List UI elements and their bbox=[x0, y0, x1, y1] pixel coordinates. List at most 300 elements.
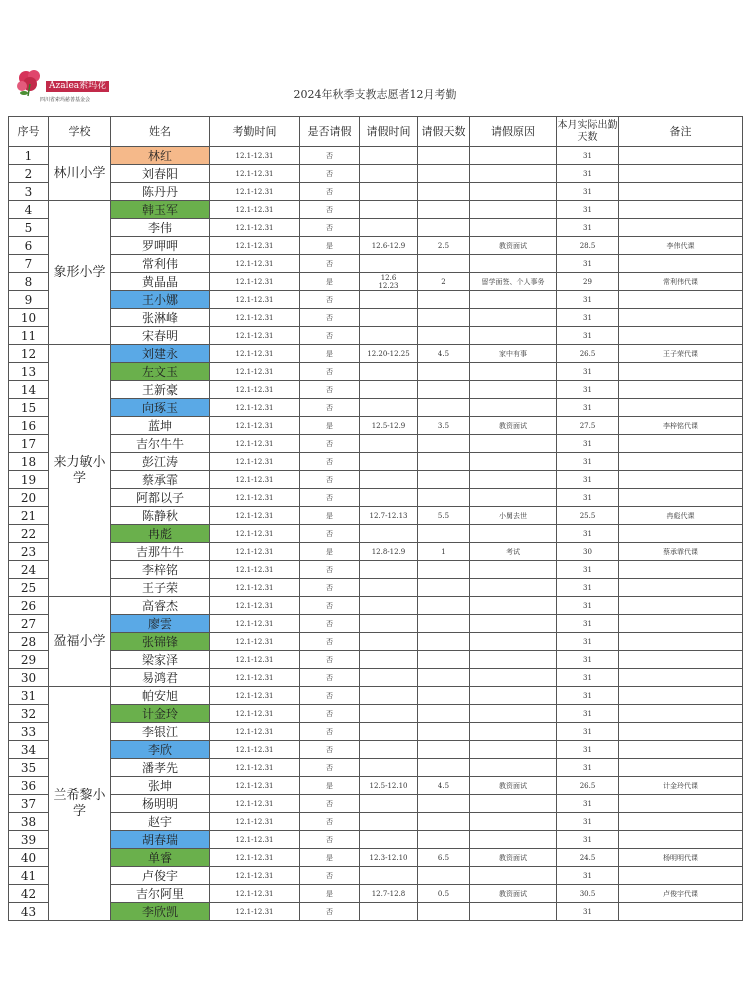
cell-leave-reason bbox=[470, 327, 557, 345]
cell-attendance-time: 12.1-12.31 bbox=[210, 237, 300, 255]
cell-leave-days bbox=[418, 687, 470, 705]
table-row bbox=[9, 417, 743, 435]
cell-name: 李欣凯 bbox=[111, 903, 210, 921]
cell-no: 24 bbox=[9, 561, 49, 579]
cell-no: 32 bbox=[9, 705, 49, 723]
cell-note bbox=[619, 255, 743, 273]
header-attendance-time: 考勤时间 bbox=[210, 117, 300, 147]
cell-leave-days bbox=[418, 597, 470, 615]
cell-actual-days: 28.5 bbox=[557, 237, 619, 255]
cell-no: 19 bbox=[9, 471, 49, 489]
cell-actual-days: 31 bbox=[557, 489, 619, 507]
cell-attendance-time: 12.1-12.31 bbox=[210, 453, 300, 471]
header-leave: 是否请假 bbox=[300, 117, 360, 147]
cell-note bbox=[619, 201, 743, 219]
cell-leave-days bbox=[418, 759, 470, 777]
logo-text: Azalea索玛花 bbox=[46, 81, 109, 92]
cell-leave-days bbox=[418, 453, 470, 471]
cell-no: 33 bbox=[9, 723, 49, 741]
cell-no: 22 bbox=[9, 525, 49, 543]
cell-name: 张淋峰 bbox=[111, 309, 210, 327]
cell-note bbox=[619, 597, 743, 615]
cell-leave: 否 bbox=[300, 867, 360, 885]
header-school: 学校 bbox=[49, 117, 111, 147]
cell-leave: 是 bbox=[300, 345, 360, 363]
cell-leave-period bbox=[360, 813, 418, 831]
cell-note bbox=[619, 579, 743, 597]
cell-leave-period bbox=[360, 219, 418, 237]
cell-leave-reason bbox=[470, 705, 557, 723]
cell-no: 20 bbox=[9, 489, 49, 507]
table-row bbox=[9, 813, 743, 831]
cell-leave: 否 bbox=[300, 363, 360, 381]
cell-note bbox=[619, 741, 743, 759]
cell-note bbox=[619, 399, 743, 417]
cell-leave: 否 bbox=[300, 903, 360, 921]
cell-leave-reason bbox=[470, 561, 557, 579]
cell-attendance-time: 12.1-12.31 bbox=[210, 507, 300, 525]
cell-note bbox=[619, 363, 743, 381]
cell-leave-period bbox=[360, 687, 418, 705]
cell-leave: 否 bbox=[300, 147, 360, 165]
cell-note: 李伟代课 bbox=[619, 237, 743, 255]
cell-actual-days: 31 bbox=[557, 183, 619, 201]
cell-name: 帕安旭 bbox=[111, 687, 210, 705]
cell-note bbox=[619, 309, 743, 327]
cell-leave-days bbox=[418, 363, 470, 381]
cell-actual-days: 25.5 bbox=[557, 507, 619, 525]
table-row bbox=[9, 309, 743, 327]
cell-leave-reason: 留学面签、个人事务 bbox=[470, 273, 557, 291]
header-row bbox=[9, 117, 743, 147]
cell-leave-days bbox=[418, 903, 470, 921]
table-body bbox=[9, 147, 743, 921]
table-row bbox=[9, 903, 743, 921]
cell-name: 林红 bbox=[111, 147, 210, 165]
cell-note bbox=[619, 165, 743, 183]
table-row bbox=[9, 795, 743, 813]
cell-attendance-time: 12.1-12.31 bbox=[210, 471, 300, 489]
cell-attendance-time: 12.1-12.31 bbox=[210, 219, 300, 237]
table-row bbox=[9, 273, 743, 291]
cell-leave-period: 12.8-12.9 bbox=[360, 543, 418, 561]
cell-leave-reason bbox=[470, 597, 557, 615]
cell-name: 常利伟 bbox=[111, 255, 210, 273]
attendance-table bbox=[8, 116, 743, 921]
cell-note bbox=[619, 291, 743, 309]
cell-note: 李梓铭代课 bbox=[619, 417, 743, 435]
cell-leave-days bbox=[418, 165, 470, 183]
cell-leave-days bbox=[418, 147, 470, 165]
table-row bbox=[9, 201, 743, 219]
table-row bbox=[9, 777, 743, 795]
cell-leave-reason bbox=[470, 255, 557, 273]
cell-leave: 是 bbox=[300, 507, 360, 525]
cell-note bbox=[619, 219, 743, 237]
table-row bbox=[9, 291, 743, 309]
cell-name: 蓝坤 bbox=[111, 417, 210, 435]
cell-note bbox=[619, 831, 743, 849]
cell-name: 彭江涛 bbox=[111, 453, 210, 471]
cell-leave-days bbox=[418, 723, 470, 741]
cell-leave-reason bbox=[470, 363, 557, 381]
cell-no: 1 bbox=[9, 147, 49, 165]
cell-no: 43 bbox=[9, 903, 49, 921]
cell-leave-period bbox=[360, 597, 418, 615]
cell-attendance-time: 12.1-12.31 bbox=[210, 795, 300, 813]
cell-leave-days: 2 bbox=[418, 273, 470, 291]
cell-leave: 否 bbox=[300, 399, 360, 417]
cell-note bbox=[619, 903, 743, 921]
table-row bbox=[9, 489, 743, 507]
cell-no: 34 bbox=[9, 741, 49, 759]
cell-leave-days: 4.5 bbox=[418, 777, 470, 795]
cell-leave-reason bbox=[470, 471, 557, 489]
cell-actual-days: 27.5 bbox=[557, 417, 619, 435]
cell-note bbox=[619, 633, 743, 651]
cell-name: 单睿 bbox=[111, 849, 210, 867]
cell-leave: 否 bbox=[300, 633, 360, 651]
cell-leave-reason: 教资面试 bbox=[470, 777, 557, 795]
table-row bbox=[9, 543, 743, 561]
cell-leave-reason bbox=[470, 687, 557, 705]
cell-actual-days: 31 bbox=[557, 399, 619, 417]
cell-leave-reason: 家中有事 bbox=[470, 345, 557, 363]
cell-attendance-time: 12.1-12.31 bbox=[210, 561, 300, 579]
cell-leave: 否 bbox=[300, 561, 360, 579]
cell-name: 向琢玉 bbox=[111, 399, 210, 417]
table-row bbox=[9, 147, 743, 165]
cell-leave-days bbox=[418, 309, 470, 327]
cell-attendance-time: 12.1-12.31 bbox=[210, 309, 300, 327]
cell-no: 30 bbox=[9, 669, 49, 687]
cell-attendance-time: 12.1-12.31 bbox=[210, 831, 300, 849]
cell-actual-days: 31 bbox=[557, 525, 619, 543]
cell-leave-days bbox=[418, 615, 470, 633]
cell-leave-reason bbox=[470, 831, 557, 849]
cell-note bbox=[619, 669, 743, 687]
cell-school: 盈福小学 bbox=[49, 597, 111, 687]
cell-actual-days: 31 bbox=[557, 579, 619, 597]
cell-leave: 否 bbox=[300, 183, 360, 201]
cell-leave-days: 6.5 bbox=[418, 849, 470, 867]
cell-no: 18 bbox=[9, 453, 49, 471]
cell-leave-period bbox=[360, 741, 418, 759]
cell-no: 12 bbox=[9, 345, 49, 363]
cell-attendance-time: 12.1-12.31 bbox=[210, 183, 300, 201]
table-row bbox=[9, 525, 743, 543]
cell-note bbox=[619, 651, 743, 669]
cell-no: 4 bbox=[9, 201, 49, 219]
cell-leave-reason bbox=[470, 201, 557, 219]
cell-leave-period: 12.3-12.10 bbox=[360, 849, 418, 867]
cell-leave-period bbox=[360, 651, 418, 669]
cell-attendance-time: 12.1-12.31 bbox=[210, 363, 300, 381]
leave-period-line: 12.23 bbox=[378, 281, 399, 290]
cell-leave-days bbox=[418, 255, 470, 273]
cell-leave: 否 bbox=[300, 435, 360, 453]
cell-leave-reason bbox=[470, 147, 557, 165]
cell-leave: 是 bbox=[300, 417, 360, 435]
cell-attendance-time: 12.1-12.31 bbox=[210, 255, 300, 273]
table-row bbox=[9, 741, 743, 759]
cell-actual-days: 24.5 bbox=[557, 849, 619, 867]
cell-note bbox=[619, 795, 743, 813]
cell-no: 3 bbox=[9, 183, 49, 201]
cell-actual-days: 31 bbox=[557, 813, 619, 831]
cell-attendance-time: 12.1-12.31 bbox=[210, 741, 300, 759]
table-row bbox=[9, 651, 743, 669]
cell-leave-reason bbox=[470, 399, 557, 417]
cell-actual-days: 31 bbox=[557, 669, 619, 687]
cell-actual-days: 31 bbox=[557, 759, 619, 777]
cell-no: 16 bbox=[9, 417, 49, 435]
table-row bbox=[9, 435, 743, 453]
cell-actual-days: 31 bbox=[557, 651, 619, 669]
cell-leave-period bbox=[360, 255, 418, 273]
cell-leave-reason bbox=[470, 309, 557, 327]
cell-actual-days: 31 bbox=[557, 147, 619, 165]
cell-leave-days bbox=[418, 795, 470, 813]
cell-no: 40 bbox=[9, 849, 49, 867]
cell-leave-days bbox=[418, 399, 470, 417]
cell-no: 41 bbox=[9, 867, 49, 885]
cell-no: 39 bbox=[9, 831, 49, 849]
table-row bbox=[9, 363, 743, 381]
cell-actual-days: 26.5 bbox=[557, 345, 619, 363]
cell-no: 42 bbox=[9, 885, 49, 903]
cell-name: 王子荣 bbox=[111, 579, 210, 597]
cell-leave-period: 12.5-12.9 bbox=[360, 417, 418, 435]
cell-name: 冉彪 bbox=[111, 525, 210, 543]
cell-leave-days bbox=[418, 651, 470, 669]
table-row bbox=[9, 255, 743, 273]
cell-attendance-time: 12.1-12.31 bbox=[210, 867, 300, 885]
cell-leave-days: 0.5 bbox=[418, 885, 470, 903]
cell-note: 计金玲代课 bbox=[619, 777, 743, 795]
cell-leave: 否 bbox=[300, 579, 360, 597]
cell-note: 冉彪代课 bbox=[619, 507, 743, 525]
cell-leave-period bbox=[360, 525, 418, 543]
cell-note bbox=[619, 525, 743, 543]
cell-no: 27 bbox=[9, 615, 49, 633]
cell-attendance-time: 12.1-12.31 bbox=[210, 849, 300, 867]
cell-actual-days: 31 bbox=[557, 633, 619, 651]
cell-attendance-time: 12.1-12.31 bbox=[210, 417, 300, 435]
cell-leave-period bbox=[360, 327, 418, 345]
cell-leave-period bbox=[360, 669, 418, 687]
cell-note bbox=[619, 381, 743, 399]
table-row bbox=[9, 345, 743, 363]
cell-leave-period bbox=[360, 183, 418, 201]
cell-leave: 否 bbox=[300, 813, 360, 831]
cell-actual-days: 31 bbox=[557, 705, 619, 723]
cell-leave-days bbox=[418, 831, 470, 849]
cell-leave-period: 12.7-12.8 bbox=[360, 885, 418, 903]
cell-name: 吉尔牛牛 bbox=[111, 435, 210, 453]
cell-actual-days: 31 bbox=[557, 615, 619, 633]
cell-leave: 否 bbox=[300, 201, 360, 219]
cell-attendance-time: 12.1-12.31 bbox=[210, 399, 300, 417]
cell-leave-period bbox=[360, 435, 418, 453]
cell-name: 张坤 bbox=[111, 777, 210, 795]
cell-actual-days: 31 bbox=[557, 795, 619, 813]
cell-leave-days: 5.5 bbox=[418, 507, 470, 525]
cell-leave: 否 bbox=[300, 651, 360, 669]
cell-note bbox=[619, 435, 743, 453]
cell-leave-period bbox=[360, 201, 418, 219]
table-row bbox=[9, 579, 743, 597]
cell-attendance-time: 12.1-12.31 bbox=[210, 165, 300, 183]
cell-leave-reason bbox=[470, 651, 557, 669]
cell-attendance-time: 12.1-12.31 bbox=[210, 687, 300, 705]
cell-name: 王新豪 bbox=[111, 381, 210, 399]
cell-name: 陈静秋 bbox=[111, 507, 210, 525]
cell-attendance-time: 12.1-12.31 bbox=[210, 651, 300, 669]
cell-name: 李梓铭 bbox=[111, 561, 210, 579]
cell-name: 高睿杰 bbox=[111, 597, 210, 615]
header-no: 序号 bbox=[9, 117, 49, 147]
cell-leave-days: 3.5 bbox=[418, 417, 470, 435]
cell-actual-days: 31 bbox=[557, 453, 619, 471]
cell-note: 卢俊宇代课 bbox=[619, 885, 743, 903]
cell-leave: 否 bbox=[300, 255, 360, 273]
cell-leave: 否 bbox=[300, 471, 360, 489]
cell-leave: 是 bbox=[300, 273, 360, 291]
cell-leave-reason: 教资面试 bbox=[470, 849, 557, 867]
cell-leave-reason bbox=[470, 669, 557, 687]
cell-actual-days: 31 bbox=[557, 597, 619, 615]
cell-no: 9 bbox=[9, 291, 49, 309]
cell-no: 26 bbox=[9, 597, 49, 615]
cell-actual-days: 31 bbox=[557, 561, 619, 579]
cell-leave: 否 bbox=[300, 597, 360, 615]
cell-name: 陈丹丹 bbox=[111, 183, 210, 201]
cell-actual-days: 31 bbox=[557, 831, 619, 849]
cell-no: 29 bbox=[9, 651, 49, 669]
cell-leave-period bbox=[360, 831, 418, 849]
table-row bbox=[9, 867, 743, 885]
cell-no: 31 bbox=[9, 687, 49, 705]
cell-note bbox=[619, 489, 743, 507]
cell-attendance-time: 12.1-12.31 bbox=[210, 345, 300, 363]
cell-leave-period bbox=[360, 723, 418, 741]
cell-leave-days bbox=[418, 489, 470, 507]
cell-leave: 否 bbox=[300, 759, 360, 777]
cell-leave-period bbox=[360, 867, 418, 885]
cell-attendance-time: 12.1-12.31 bbox=[210, 327, 300, 345]
table-row bbox=[9, 723, 743, 741]
table-row bbox=[9, 507, 743, 525]
cell-attendance-time: 12.1-12.31 bbox=[210, 633, 300, 651]
cell-no: 2 bbox=[9, 165, 49, 183]
cell-leave-period: 12.7-12.13 bbox=[360, 507, 418, 525]
cell-leave-days bbox=[418, 705, 470, 723]
cell-note bbox=[619, 561, 743, 579]
cell-actual-days: 31 bbox=[557, 435, 619, 453]
cell-attendance-time: 12.1-12.31 bbox=[210, 579, 300, 597]
cell-leave-reason bbox=[470, 579, 557, 597]
cell-leave-days bbox=[418, 327, 470, 345]
cell-leave-period bbox=[360, 399, 418, 417]
cell-leave: 否 bbox=[300, 741, 360, 759]
cell-no: 10 bbox=[9, 309, 49, 327]
cell-name: 潘孝先 bbox=[111, 759, 210, 777]
cell-leave-days bbox=[418, 183, 470, 201]
cell-leave-days: 4.5 bbox=[418, 345, 470, 363]
cell-leave-reason bbox=[470, 633, 557, 651]
cell-no: 6 bbox=[9, 237, 49, 255]
cell-leave-period bbox=[360, 309, 418, 327]
cell-name: 吉尔阿里 bbox=[111, 885, 210, 903]
cell-no: 8 bbox=[9, 273, 49, 291]
cell-leave: 否 bbox=[300, 309, 360, 327]
cell-leave-reason: 教资面试 bbox=[470, 417, 557, 435]
cell-leave-reason bbox=[470, 795, 557, 813]
table-row bbox=[9, 705, 743, 723]
cell-actual-days: 31 bbox=[557, 363, 619, 381]
cell-note bbox=[619, 759, 743, 777]
cell-leave-reason bbox=[470, 183, 557, 201]
table-row bbox=[9, 831, 743, 849]
header-leave-days: 请假天数 bbox=[418, 117, 470, 147]
cell-actual-days: 31 bbox=[557, 327, 619, 345]
cell-leave-days: 2.5 bbox=[418, 237, 470, 255]
cell-name: 张锦锋 bbox=[111, 633, 210, 651]
cell-name: 李银江 bbox=[111, 723, 210, 741]
cell-note bbox=[619, 687, 743, 705]
cell-attendance-time: 12.1-12.31 bbox=[210, 381, 300, 399]
cell-school: 林川小学 bbox=[49, 147, 111, 201]
cell-leave-reason bbox=[470, 435, 557, 453]
cell-school: 象形小学 bbox=[49, 201, 111, 345]
cell-name: 罗呷呷 bbox=[111, 237, 210, 255]
cell-leave-reason bbox=[470, 219, 557, 237]
cell-name: 李欣 bbox=[111, 741, 210, 759]
cell-leave-reason bbox=[470, 741, 557, 759]
cell-leave: 是 bbox=[300, 885, 360, 903]
cell-leave: 否 bbox=[300, 219, 360, 237]
cell-leave-days bbox=[418, 561, 470, 579]
cell-note bbox=[619, 813, 743, 831]
cell-attendance-time: 12.1-12.31 bbox=[210, 525, 300, 543]
cell-leave-period bbox=[360, 561, 418, 579]
cell-leave-days bbox=[418, 633, 470, 651]
cell-note bbox=[619, 723, 743, 741]
cell-leave: 否 bbox=[300, 687, 360, 705]
cell-note bbox=[619, 471, 743, 489]
cell-name: 计金玲 bbox=[111, 705, 210, 723]
cell-actual-days: 31 bbox=[557, 255, 619, 273]
header-leave-period: 请假时间 bbox=[360, 117, 418, 147]
table-row bbox=[9, 849, 743, 867]
table-row bbox=[9, 183, 743, 201]
cell-leave-period bbox=[360, 381, 418, 399]
cell-leave: 是 bbox=[300, 237, 360, 255]
cell-no: 11 bbox=[9, 327, 49, 345]
cell-school: 兰希黎小学 bbox=[49, 687, 111, 921]
cell-leave-reason bbox=[470, 165, 557, 183]
cell-actual-days: 31 bbox=[557, 741, 619, 759]
cell-leave-days bbox=[418, 813, 470, 831]
cell-leave: 否 bbox=[300, 615, 360, 633]
cell-leave-days bbox=[418, 291, 470, 309]
cell-no: 14 bbox=[9, 381, 49, 399]
cell-name: 易鸿君 bbox=[111, 669, 210, 687]
cell-leave-reason bbox=[470, 525, 557, 543]
cell-leave-reason: 小舅去世 bbox=[470, 507, 557, 525]
cell-leave-period bbox=[360, 633, 418, 651]
